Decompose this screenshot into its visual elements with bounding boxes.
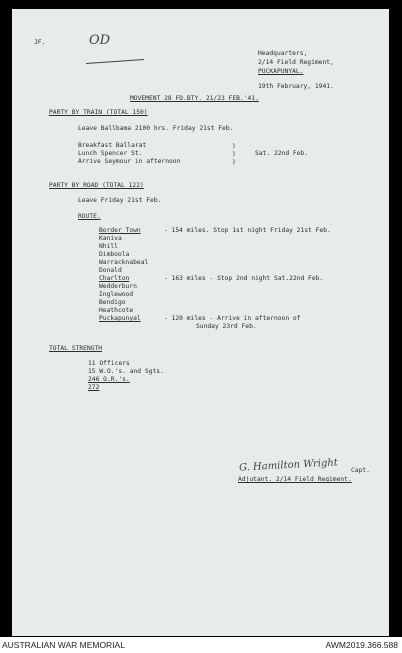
road-leave: Leave Friday 21st Feb. [78, 197, 162, 204]
train-brace: ) [232, 143, 236, 150]
train-item: Lunch Spencer St. [78, 150, 143, 157]
road-heading: PARTY BY ROAD (TOTAL 122) [49, 182, 144, 189]
strength-item: 15 W.O.'s. and Sgts. [88, 368, 164, 375]
strength-item: 11 Officers [88, 360, 130, 367]
footer-right: AWM2019.366.588 [325, 640, 398, 650]
signature-title: Adjutant. 2/14 Field Regiment. [238, 476, 352, 483]
route-note-continued: Sunday 23rd Feb. [196, 323, 257, 330]
train-item: Arrive Seymour in afternoon [78, 158, 181, 165]
route-town: Inglewood [99, 291, 134, 298]
file-ref: JF. [34, 39, 46, 46]
document-date: 19th February, 1941. [258, 83, 334, 90]
hq-line-1: Headquarters, [258, 50, 308, 57]
document-title: MOVEMENT 28 FD.BTY. 21/23 FEB.'41. [130, 95, 259, 102]
route-town: Border Town [99, 227, 141, 234]
route-note: - 154 miles. Stop 1st night Friday 21st Feb. [164, 227, 331, 234]
strength-item: 246 O.R.'s. [88, 376, 130, 383]
route-town: Wedderburn [99, 283, 137, 290]
strength-total: 272 [88, 384, 100, 391]
route-town: Donald [99, 267, 122, 274]
handwritten-mark: OD [89, 33, 111, 48]
footer-bar [0, 637, 402, 653]
route-town: Kaniva [99, 235, 122, 242]
route-town: Charlton [99, 275, 130, 282]
route-town: Nhill [99, 243, 118, 250]
train-brace: ) [232, 151, 236, 158]
handwritten-stroke [86, 59, 144, 64]
route-town: Warracknabeal [99, 259, 149, 266]
document-page [12, 9, 389, 636]
route-town: Dimboola [99, 251, 130, 258]
route-label: ROUTE. [78, 213, 101, 220]
train-leave: Leave Ballbama 2100 hrs. Friday 21st Feb. [78, 125, 234, 132]
route-town: Bendigo [99, 299, 126, 306]
route-note: - 120 miles - Arrive in afternoon of [164, 315, 301, 322]
train-date: Sat. 22nd Feb. [255, 150, 309, 157]
route-town: Heathcote [99, 307, 134, 314]
strength-heading: TOTAL STRENGTH [49, 345, 103, 352]
train-heading: PARTY BY TRAIN (TOTAL 150) [49, 109, 148, 116]
signature: G. Hamilton Wright [238, 457, 339, 474]
hq-line-2: 2/14 Field Regiment, [258, 59, 334, 66]
signature-rank: Capt. [351, 467, 370, 474]
route-note: - 163 miles - Stop 2nd night Sat.22nd Feb. [164, 275, 324, 282]
train-item: Breakfast Ballarat [78, 142, 147, 149]
hq-line-3: PUCKAPUNYAL. [258, 68, 304, 75]
footer-left: AUSTRALIAN WAR MEMORIAL [2, 640, 125, 650]
route-town: Puckapunyal [99, 315, 141, 322]
train-brace: ) [232, 159, 236, 166]
